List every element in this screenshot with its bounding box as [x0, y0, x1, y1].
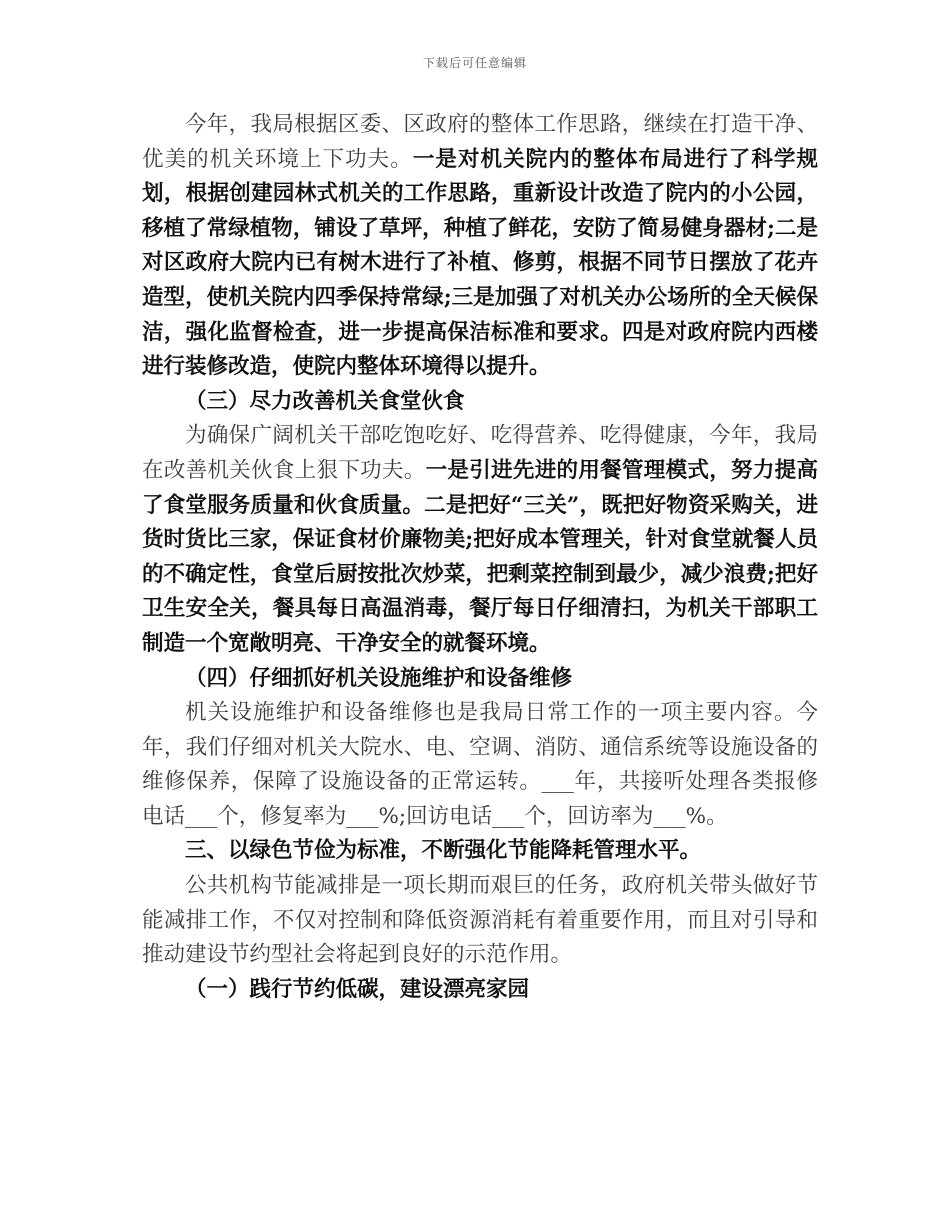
document-body [142, 108, 818, 1007]
section-heading-energy: 三、以绿色节俭为标准，不断强化节能降耗管理水平。 [185, 838, 702, 864]
page-header: 下载后可任意编辑 [422, 56, 527, 70]
paragraph-environment-intro: 今年，我局根据区委、区政府的整体工作思路，继续在打造干净、优美的机关环境上下功夫。 [142, 112, 818, 172]
paragraph-canteen [142, 419, 818, 661]
paragraph-maintenance [142, 696, 818, 834]
section-heading-canteen: （三）尽力改善机关食堂伙食 [185, 388, 465, 414]
paragraph-maintenance-text: 机关设施维护和设备维修也是我局日常工作的一项主要内容。今年，我们仔细对机关大院水、电、空调、消防、通信系统等设施设备的维修保养，保障了设施设备的正常运转。___年，共接听处理各类报修电话___个，修复率为___%;回访电话___个，回访率为___%。 [142, 700, 818, 829]
paragraph-environment [142, 108, 818, 385]
section-heading-maintenance: （四）仔细抓好机关设施维护和设备维修 [185, 665, 573, 691]
paragraph-environment-bold: 一是对机关院内的整体布局进行了科学规划，根据创建园林式机关的工作思路，重新设计改造了院内的小公园，移植了常绿植物，铺设了草坪，种植了鲜花，安防了简易健身器材;二是对区政府大院内已有树木进行了补植、修剪，根据不同节日摆放了花卉造型，使机关院内四季保持常绿;三是加强了对机关办公场所的全天候保洁，强化监督检查，进一步提高保洁标准和要求。四是对政府院内西楼进行装修改造，使院内整体环境得以提升。 [142, 146, 818, 380]
paragraph-energy-text: 公共机构节能减排是一项长期而艰巨的任务，政府机关带头做好节能减排工作，不仅对控制和降低资源消耗有着重要作用，而且对引导和推动建设节约型社会将起到良好的示范作用。 [142, 873, 818, 968]
paragraph-canteen-bold: 一是引进先进的用餐管理模式，努力提高了食堂服务质量和伙食质量。二是把好“三关”，既把好物资采购关，进货时货比三家，保证食材价廉物美;把好成本管理关，针对食堂就餐人员的不确定性，食堂后厨按批次炒菜，把剩菜控制到最少，减少浪费;把好卫生安全关，餐具每日高温消毒，餐厅每日仔细清扫，为机关干部职工制造一个宽敞明亮、干净安全的就餐环境。 [142, 457, 818, 656]
section-heading-low-carbon: （一）践行节约低碳，建设漂亮家园 [185, 976, 530, 1002]
paragraph-canteen-intro: 为确保广阔机关干部吃饱吃好、吃得营养、吃得健康，今年，我局在改善机关伙食上狠下功夫。 [142, 423, 818, 483]
paragraph-energy [142, 869, 818, 973]
